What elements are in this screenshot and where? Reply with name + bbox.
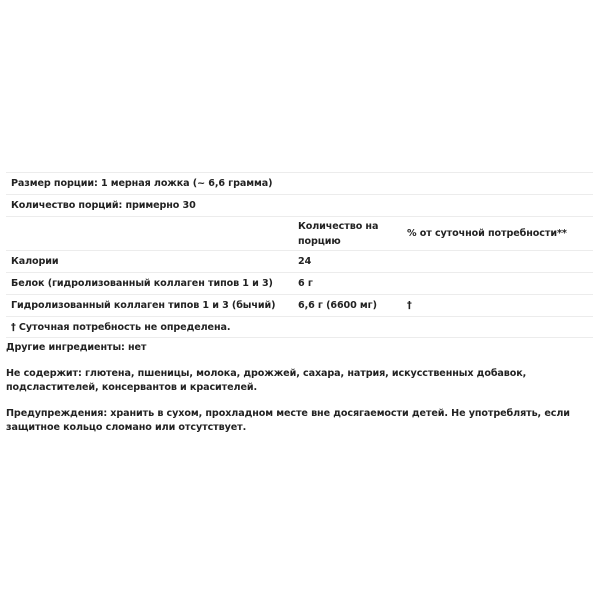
nutrient-amount: 6,6 г (6600 мг) bbox=[298, 300, 377, 311]
warnings: Предупреждения: хранить в сухом, прохладном месте вне досягаемости детей. Не употреблять, если защитное кольцо сломано или отсутствует. bbox=[6, 407, 570, 433]
serving-size: Размер порции: 1 мерная ложка (~ 6,6 грамма) bbox=[11, 178, 273, 189]
free-of-statement: Не содержит: глютена, пшеницы, молока, дрожжей, сахара, натрия, искусственных добавок, подсластителей, консервантов и красителей. bbox=[6, 367, 527, 393]
serving-size-row bbox=[6, 172, 593, 194]
other-ingredients: Другие ингредиенты: нет bbox=[6, 342, 147, 353]
servings-per-container: Количество порций: примерно 30 bbox=[11, 200, 196, 211]
nutrient-amount: 6 г bbox=[298, 278, 313, 289]
servings-per-container-row bbox=[6, 194, 593, 216]
header-daily-value: % от суточной потребности** bbox=[407, 228, 567, 239]
header-amount: Количество на порцию bbox=[298, 220, 379, 247]
nutrient-amount: 24 bbox=[298, 256, 312, 267]
table-row bbox=[6, 294, 593, 316]
nutrient-name: Белок (гидролизованный коллаген типов 1 и 3) bbox=[11, 278, 273, 289]
footnote: † Суточная потребность не определена. bbox=[11, 321, 231, 333]
table-row bbox=[6, 272, 593, 294]
nutrient-name: Гидролизованный коллаген типов 1 и 3 (бычий) bbox=[11, 300, 276, 311]
nutrient-name: Калории bbox=[11, 256, 59, 267]
table-row bbox=[6, 250, 593, 272]
supplement-facts-table bbox=[6, 172, 593, 338]
footnote-row bbox=[6, 316, 593, 338]
table-header-row bbox=[6, 216, 593, 250]
nutrient-daily-value: † bbox=[407, 300, 412, 311]
product-notes bbox=[6, 341, 586, 447]
